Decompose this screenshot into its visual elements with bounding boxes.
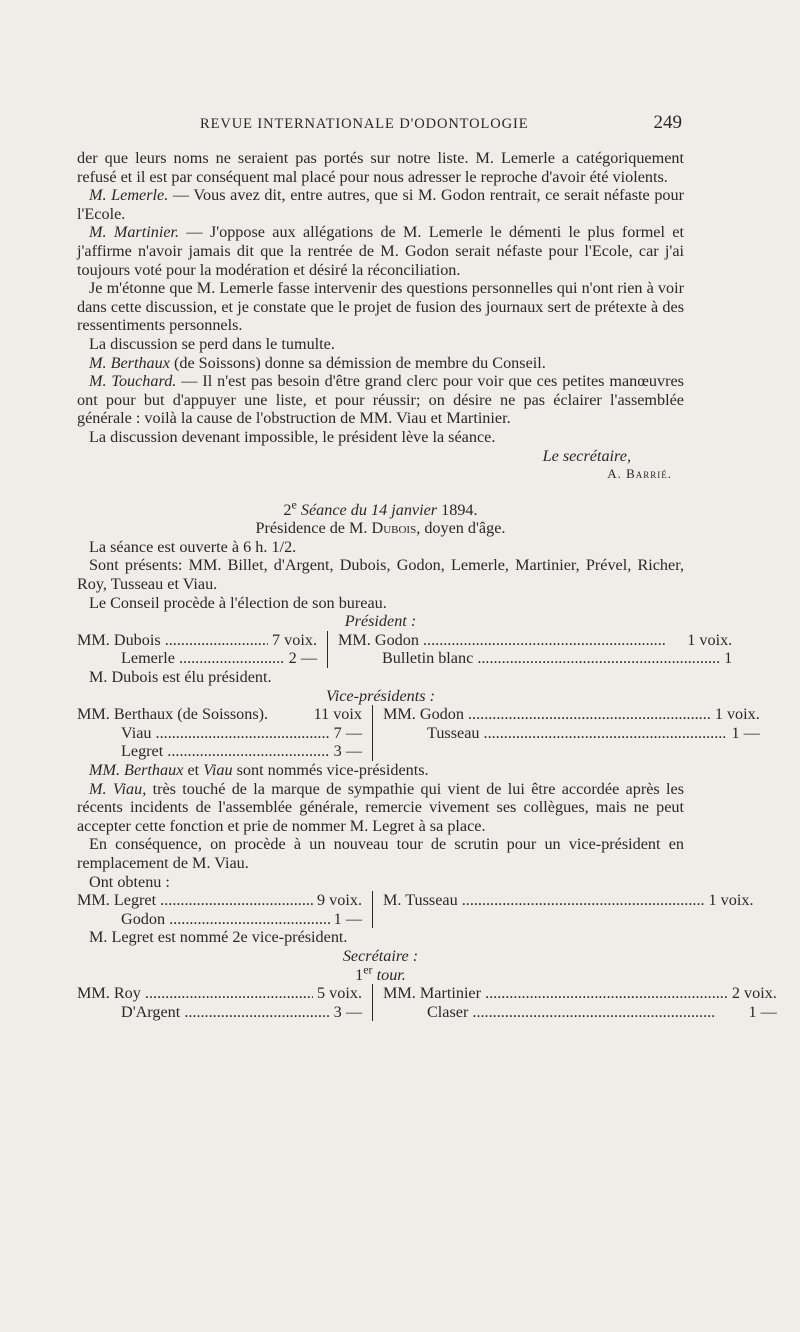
- candidate-name: Lemerle .....: [121, 649, 285, 668]
- signature-role-text: Le secrétaire,: [542, 446, 631, 465]
- session-number-sup: e: [291, 497, 297, 512]
- vote-count: 1 voix.: [708, 891, 754, 910]
- vote-count: 2 —: [288, 649, 317, 668]
- session-year: 1894.: [441, 500, 478, 519]
- president-heading: Président :: [344, 612, 417, 631]
- candidate-name: Bulletin blanc .....: [382, 649, 720, 668]
- result-line: M. Legret est nommé 2e vice-président.: [89, 928, 348, 947]
- paragraph-text: — Il n'est pas besoin d'être grand clerc pour voir que ces petites manœuvres ont pour but d'appuyer une liste, et pour réussir; on désire ne pas éclairer l'assemblée générale : voilà la cause de l'obstruction de MM. Viau et Martinier.: [77, 372, 684, 428]
- vote-count: 2 voix.: [731, 984, 777, 1003]
- session-presidence: [77, 519, 684, 538]
- paragraph: [77, 186, 684, 223]
- vote-row: [77, 1003, 362, 1022]
- paragraph-text: — J'oppose aux allégations de M. Lemerle le démenti le plus formel et j'affirme n'avoir jamais dit que la rentrée de M. Godon serait néfaste pour l'Ecole, car j'ai toujours voté pour la modération et désiré la réconciliation.: [77, 223, 684, 279]
- paragraph: Le Conseil procède à l'élection de son bureau.: [89, 593, 387, 612]
- vote-count: 1 voix.: [714, 705, 760, 724]
- candidate-name: MM. Godon .....: [383, 705, 711, 724]
- paragraph: [77, 372, 684, 428]
- candidate-name: Viau .....: [121, 724, 330, 743]
- vote-count: 1 voix.: [687, 630, 733, 649]
- candidate-name: Claser .....: [427, 1003, 745, 1022]
- vote-column-left: [77, 891, 373, 928]
- page-number: 249: [653, 112, 682, 133]
- vote-table-president: [77, 630, 733, 668]
- paragraph: [77, 354, 684, 373]
- result-line: M. Dubois est élu président.: [89, 668, 272, 687]
- vote-count: 1 —: [748, 1002, 777, 1021]
- vote-row: [383, 724, 760, 743]
- paragraph: En conséquence, on procède à un nouveau tour de scrutin pour un vice-président en remplacement de M. Viau.: [77, 835, 684, 872]
- vote-table-vice: [77, 705, 760, 761]
- vote-row: [77, 910, 362, 929]
- vote-count: 3 —: [333, 1002, 362, 1021]
- speaker: M. Berthaux: [89, 353, 170, 372]
- vote-row: [338, 631, 732, 650]
- vote-column-left: [77, 631, 328, 668]
- vote-row: [383, 1003, 777, 1022]
- paragraph-text: sont nommés vice-présidents.: [232, 761, 429, 779]
- candidate-name: MM. Dubois .....: [77, 631, 268, 650]
- vote-row: [77, 742, 362, 761]
- vote-count: 11 voix: [313, 705, 362, 724]
- vote-column-right: [373, 984, 777, 1021]
- tour-word: tour.: [372, 965, 406, 984]
- secretaire-heading: Secrétaire :: [342, 946, 419, 965]
- signature-name: A. Barrié.: [607, 466, 672, 482]
- vote-column-left: [77, 705, 373, 761]
- candidate-name: M. Tusseau .....: [383, 891, 705, 910]
- session-number: 2: [283, 500, 292, 519]
- candidate-name: D'Argent .....: [121, 1003, 330, 1022]
- vote-row: [383, 984, 777, 1003]
- paragraph: La discussion devenant impossible, le président lève la séance.: [89, 427, 496, 446]
- speaker: Viau: [203, 761, 233, 779]
- paragraph: Je m'étonne que M. Lemerle fasse intervenir des questions personnelles qui n'ont rien à voir dans cette discussion, et je constate que le projet de fusion des journaux sert de prétexte à des ressentiments personnels.: [77, 279, 684, 335]
- journal-title: REVUE INTERNATIONALE D'ODONTOLOGIE: [200, 116, 529, 132]
- vote-row: [77, 705, 362, 724]
- vote-table-vice-2: [77, 891, 754, 928]
- vote-count: 5 voix.: [317, 984, 362, 1003]
- section-heading: [77, 947, 684, 966]
- vote-row: [77, 984, 362, 1003]
- paragraph: La séance est ouverte à 6 h. 1/2.: [89, 537, 297, 556]
- vote-count: 9 voix.: [317, 891, 362, 910]
- presidence-post: , doyen d'âge.: [416, 519, 506, 538]
- tour-number: 1: [355, 965, 364, 984]
- page-body: [77, 149, 777, 1021]
- session-title: [77, 497, 684, 520]
- vote-row: [77, 724, 362, 743]
- candidate-name: Legret .....: [121, 742, 330, 761]
- vote-count: 7 voix.: [272, 630, 317, 649]
- candidate-name: Tusseau .....: [427, 724, 727, 743]
- vote-count: 1: [724, 649, 733, 668]
- vote-column-right: [373, 705, 760, 761]
- vote-column-right: [328, 631, 732, 668]
- vote-count: 3 —: [333, 742, 362, 761]
- speaker: M. Viau,: [89, 779, 147, 798]
- paragraph: Sont présents: MM. Billet, d'Argent, Dubois, Godon, Lemerle, Martinier, Prével, Richer, Roy, Tusseau et Viau.: [77, 556, 684, 594]
- paragraph: [77, 223, 684, 279]
- paragraph-text: — Vous avez dit, entre autres, que si M. Godon rentrait, ce serait néfaste pour l'Ecole.: [77, 186, 684, 223]
- vote-count: 7 —: [333, 723, 362, 742]
- vote-row: [77, 891, 362, 910]
- paragraph: [77, 780, 684, 836]
- vote-row: [338, 649, 732, 668]
- candidate-name: MM. Martinier .....: [383, 984, 728, 1003]
- running-header: [200, 112, 682, 133]
- tour-heading: [77, 962, 684, 985]
- section-heading: [77, 687, 684, 706]
- vote-row: [383, 705, 760, 724]
- speaker: M. Martinier.: [89, 223, 180, 242]
- tour-sup: er: [363, 962, 373, 977]
- presidence-pre: Présidence de M.: [255, 519, 372, 538]
- vote-count: 1 —: [731, 723, 760, 742]
- vote-column-right: [373, 891, 754, 928]
- candidate-name: Godon .....: [121, 910, 330, 929]
- vote-row: [77, 631, 317, 650]
- paragraph: La discussion se perd dans le tumulte.: [89, 334, 335, 353]
- paragraph-text: et: [183, 761, 204, 779]
- vote-count: 1 —: [333, 909, 362, 928]
- vote-row: [383, 891, 754, 910]
- vote-row: [77, 649, 317, 668]
- candidate-name: MM. Berthaux (de Soissons).: [77, 705, 269, 724]
- speaker: M. Touchard.: [89, 372, 177, 391]
- vice-heading: Vice-présidents :: [326, 686, 435, 705]
- vote-table-secretaire: [77, 984, 777, 1021]
- vote-column-left: [77, 984, 373, 1021]
- paragraph-text: très touché de la marque de sympathie qui vient de lui être accordée après les récents incidents de l'assemblée générale, remercie vivement ses collègues, mais ne peut accepter cette fonction et prie de nommer M. Legret à sa place.: [77, 779, 684, 835]
- candidate-name: MM. Legret .....: [77, 891, 313, 910]
- speaker: MM. Berthaux: [89, 761, 184, 779]
- paragraph: Ont obtenu :: [89, 872, 170, 891]
- section-heading: [77, 612, 684, 631]
- session-title-text: Séance du 14 janvier: [296, 500, 442, 519]
- speaker: M. Lemerle.: [89, 186, 169, 205]
- paragraph: der que leurs noms ne seraient pas portés sur notre liste. M. Lemerle a catégoriquement refusé et il est par conséquent mal placé pour nous adresser le reproche d'avoir été violents.: [77, 149, 684, 186]
- candidate-name: MM. Roy .....: [77, 984, 313, 1003]
- paragraph: [77, 761, 684, 780]
- presidence-name: Dubois: [371, 519, 417, 538]
- candidate-name: MM. Godon .....: [338, 631, 683, 650]
- signature-role: [77, 447, 631, 466]
- paragraph-text: (de Soissons) donne sa démission de membre du Conseil.: [169, 353, 546, 372]
